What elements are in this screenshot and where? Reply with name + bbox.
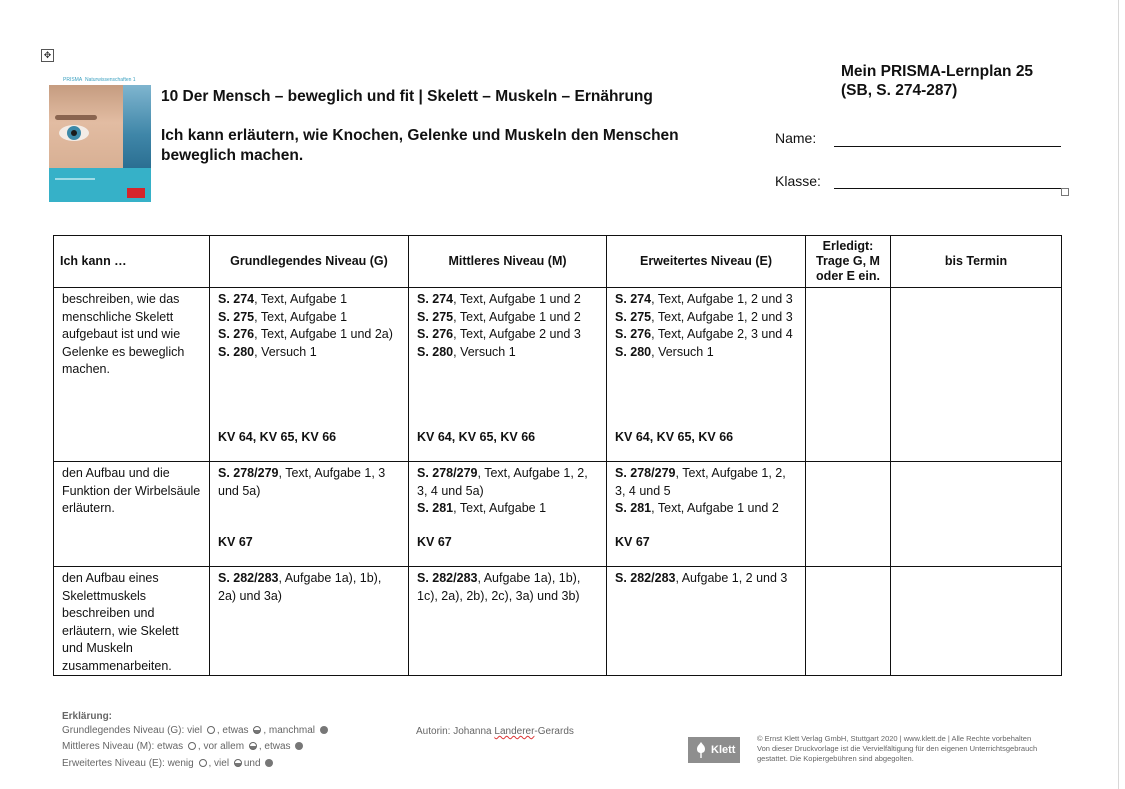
header-grundlegend: Grundlegendes Niveau (G) — [210, 236, 409, 288]
cover-stripe — [55, 178, 95, 180]
header-erledigt: Erledigt: Trage G, M oder E ein. — [806, 236, 891, 288]
table-header-row — [54, 236, 1062, 288]
cover-klett-logo — [127, 188, 145, 198]
termin-cell[interactable] — [891, 567, 1062, 676]
task-entry: S. 281, Text, Aufgabe 1 — [417, 501, 547, 515]
skill-cell: beschreiben, wie das menschliche Skelett aufgebaut ist und wie Gelenke es beweglich machen. — [54, 288, 210, 462]
skill-cell: den Aufbau eines Skelettmuskels beschreiben und erläutern, wie Skelett und Muskeln zusammenarbeiten. — [54, 567, 210, 676]
table-move-handle-icon[interactable]: ✥ — [41, 49, 54, 62]
chapter-title: 10 Der Mensch – beweglich und fit | Skelett – Muskeln – Ernährung — [161, 88, 653, 105]
task-entry: S. 278/279, Text, Aufgabe 1, 3 und 5a) — [218, 466, 386, 498]
m-cell[interactable] — [409, 462, 607, 567]
name-label: Name: — [775, 130, 817, 146]
header-mittel: Mittleres Niveau (M) — [409, 236, 607, 288]
cover-brow — [55, 115, 97, 120]
g-cell[interactable] — [210, 288, 409, 462]
kv-reference: KV 67 — [615, 535, 650, 549]
table-row — [54, 567, 1062, 676]
task-entry: S. 280, Versuch 1 — [417, 344, 516, 359]
skill-cell: den Aufbau und die Funktion der Wirbelsäule erläutern. — [54, 462, 210, 567]
page-edge — [1118, 0, 1119, 789]
task-entry: S. 282/283, Aufgabe 1a), 1b), 2a) und 3a) — [218, 571, 382, 603]
task-entry: S. 275, Text, Aufgabe 1 und 2 — [417, 309, 581, 324]
task-entry: S. 276, Text, Aufgabe 2 und 3 — [417, 327, 581, 341]
kv-reference: KV 64, KV 65, KV 66 — [218, 430, 337, 444]
e-cell[interactable] — [607, 462, 806, 567]
cover-face — [49, 85, 123, 168]
task-entry: S. 275, Text, Aufgabe 1 — [218, 309, 348, 324]
cover-pupil — [71, 130, 77, 136]
m-cell[interactable] — [409, 567, 607, 676]
task-entry: S. 274, Text, Aufgabe 1, 2 und 3 — [615, 292, 793, 306]
author-credit: Autorin: Johanna Landerer-Gerards — [416, 726, 574, 737]
task-entry: S. 281, Text, Aufgabe 1 und 2 — [615, 501, 779, 515]
task-entry: S. 282/283, Aufgabe 1, 2 und 3 — [615, 571, 788, 585]
half-circle-icon — [234, 759, 242, 767]
half-circle-icon — [253, 726, 261, 734]
erledigt-cell[interactable] — [806, 288, 891, 462]
table-row — [54, 288, 1062, 462]
cover-eye-icon — [59, 125, 89, 141]
task-entry: S. 276, Text, Aufgabe 2, 3 und 4 — [615, 327, 793, 341]
termin-cell[interactable] — [891, 462, 1062, 567]
m-cell[interactable] — [409, 288, 607, 462]
legend-title: Erklärung: — [62, 711, 113, 722]
klasse-label: Klasse: — [775, 173, 821, 189]
plan-title-line1: Mein PRISMA-Lernplan 25 — [841, 63, 1034, 80]
empty-circle-icon — [188, 742, 196, 750]
learning-goal — [161, 126, 761, 166]
empty-circle-icon — [199, 759, 207, 767]
klett-mark-icon — [694, 741, 708, 759]
task-entry: S. 278/279, Text, Aufgabe 1, 2, 3, 4 und 5 — [615, 466, 786, 498]
header-erweitert: Erweitertes Niveau (E) — [607, 236, 806, 288]
legend-erweitert: Erweitertes Niveau (E): wenig , viel und — [62, 758, 275, 769]
name-field[interactable] — [834, 146, 1061, 147]
g-cell[interactable] — [210, 462, 409, 567]
task-entry: S. 278/279, Text, Aufgabe 1, 2, 3, 4 und 5a) — [417, 466, 588, 498]
task-entry: S. 282/283, Aufgabe 1a), 1b), 1c), 2a), 2b), 2c), 3a) und 3b) — [417, 571, 581, 603]
e-cell[interactable] — [607, 288, 806, 462]
task-entry: S. 274, Text, Aufgabe 1 und 2 — [417, 292, 581, 306]
erledigt-cell[interactable] — [806, 567, 891, 676]
e-cell[interactable] — [607, 567, 806, 676]
kv-reference: KV 64, KV 65, KV 66 — [615, 430, 734, 444]
cover-series-label: PRISMA — [63, 77, 83, 83]
legend-mittel: Mittleres Niveau (M): etwas , vor allem , etwas — [62, 741, 305, 752]
header-bis-termin: bis Termin — [891, 236, 1062, 288]
full-circle-icon — [320, 726, 328, 734]
termin-cell[interactable] — [891, 288, 1062, 462]
plan-title — [841, 62, 1033, 100]
klett-logo — [688, 737, 740, 763]
copyright-notice: © Ernst Klett Verlag GmbH, Stuttgart 2020 | www.klett.de | Alle Rechte vorbehalten Von dieser Druckvorlage ist die Vervielfältigung für den eigenen Unterrichtsgebrauch gestattet. Die Kopiergebühren sind abgegolten. — [757, 734, 1038, 763]
kv-reference: KV 67 — [218, 535, 253, 549]
task-entry: S. 274, Text, Aufgabe 1 — [218, 292, 348, 306]
task-entry: S. 280, Versuch 1 — [218, 344, 317, 359]
cover-subject-label: Naturwissenschaften 1 — [85, 77, 136, 83]
table-resize-handle-icon[interactable] — [1061, 188, 1069, 196]
half-circle-icon — [249, 742, 257, 750]
table-row — [54, 462, 1062, 567]
erledigt-cell[interactable] — [806, 462, 891, 567]
task-entry: S. 275, Text, Aufgabe 1, 2 und 3 — [615, 309, 793, 324]
klasse-field[interactable] — [834, 188, 1061, 189]
book-cover-image — [49, 76, 151, 202]
empty-circle-icon — [207, 726, 215, 734]
g-cell[interactable] — [210, 567, 409, 676]
learning-goal-line2: beweglich machen. — [161, 147, 304, 164]
learning-goal-line1: Ich kann erläutern, wie Knochen, Gelenke und Muskeln den Menschen — [161, 127, 679, 144]
cover-sea — [123, 85, 151, 168]
full-circle-icon — [295, 742, 303, 750]
legend-grundlegend: Grundlegendes Niveau (G): viel , etwas , manchmal — [62, 725, 330, 736]
task-entry: S. 280, Versuch 1 — [615, 344, 714, 359]
plan-title-line2: (SB, S. 274-287) — [841, 82, 958, 99]
kv-reference: KV 64, KV 65, KV 66 — [417, 430, 536, 444]
klett-logo-text: Klett — [711, 744, 736, 756]
full-circle-icon — [265, 759, 273, 767]
learning-plan-table — [53, 235, 1062, 676]
cover-top-band — [49, 76, 151, 85]
kv-reference: KV 67 — [417, 535, 452, 549]
task-entry: S. 276, Text, Aufgabe 1 und 2a) — [218, 327, 393, 341]
header-ich-kann: Ich kann … — [54, 236, 210, 288]
